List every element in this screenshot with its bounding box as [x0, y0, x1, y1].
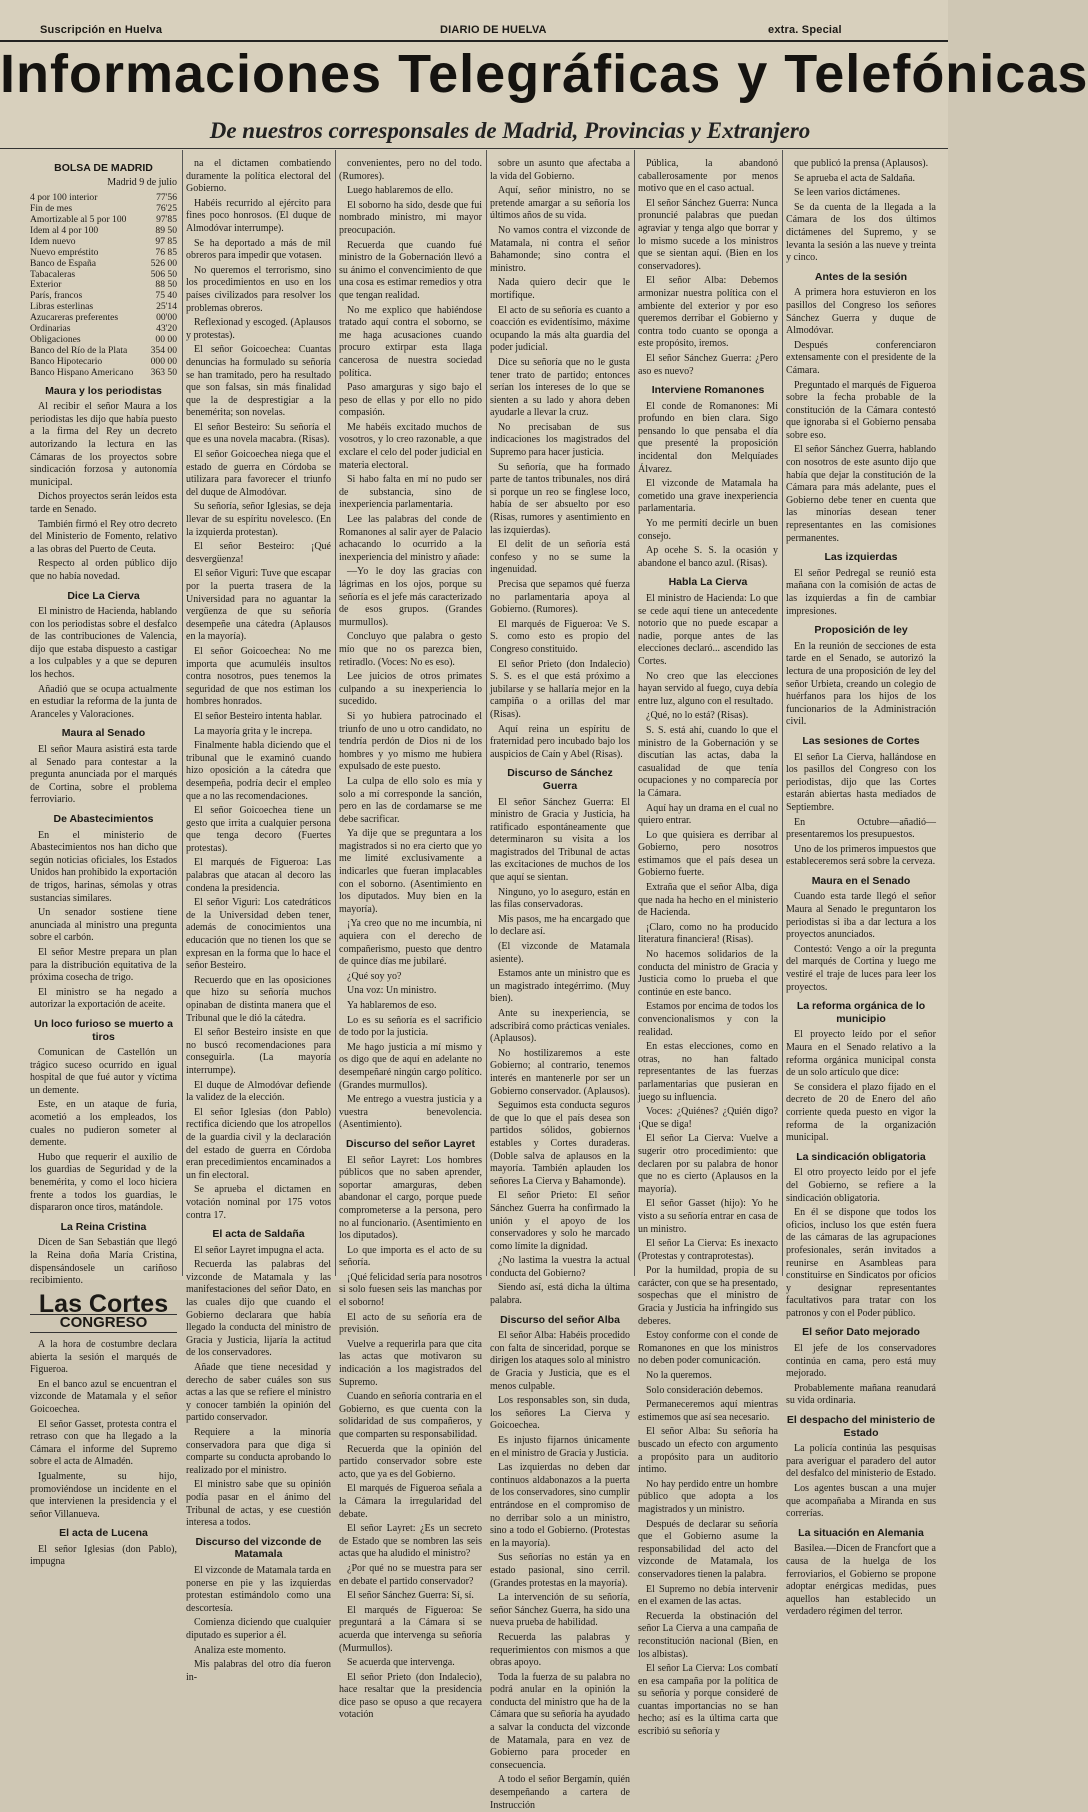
article-paragraph: El señor Layret impugna el acta. — [194, 1244, 324, 1256]
article-paragraph: Se ha deportado a más de mil obreros para impedir que votasen. — [186, 237, 331, 262]
stock-value: 506 50 — [150, 268, 177, 280]
article-paragraph: El señor Besteiro intenta hablar. — [194, 710, 323, 722]
article-heading: Maura al Senado — [61, 727, 146, 740]
article-paragraph: Se considera el plazo fijado en el decreto de 20 de Enero del año corriente queda puesto en vigor la reforma de la organización municipal. — [786, 1081, 936, 1144]
article-paragraph: El señor Prieto (don Indalecio), hace resaltar que la presidencia dice paso se opuso a que recayera votación — [339, 1671, 482, 1721]
article-paragraph: Contestó: Vengo a oír la pregunta del marqués de Cortina y luego me vestiré el traje de luces para leer los proyectos. — [786, 943, 936, 993]
article-paragraph: Lo es su señoría es el sacrificio de todo por la justicia. — [339, 1014, 482, 1039]
stock-value: 25'14 — [156, 301, 177, 313]
article-paragraph: El señor Gasset (hijo): Yo he visto a su señoría entrar en casa de un ministro. — [638, 1198, 778, 1235]
article-paragraph: ¿Por qué no se muestra para ser en debate el partido conservador? — [339, 1562, 482, 1587]
article-paragraph: No hay perdido entre un hombre público que adopta a los magistrados y un ministro. — [638, 1478, 778, 1515]
divider — [0, 148, 948, 149]
stock-name: Fin de mes — [30, 203, 73, 215]
article-paragraph: El señor Sánchez Guerra: Nunca pronuncié palabras que puedan agraviar y tenga algo que borrar y lo mismo sucede a los ministros que se sientan aquí. (Bien en los conservadores). — [638, 197, 778, 272]
article-paragraph: Habéis recurrido al ejército para fines poco honrosos. (El duque de Almodóvar interrumpe). — [186, 197, 331, 234]
column-divider — [486, 150, 487, 1276]
article-paragraph: El señor Viguri: Tuve que escapar por la puerta trasera de la Universidad para no aguantar la vergüenza de que su señoría desempeñe una cátedra (Aplausos en la mayoría). — [186, 568, 331, 643]
article-paragraph: Las izquierdas no deben dar continuos aldabonazos a la puerta de los conservadores, sino cumplir entrándose en el compromiso de no derribar solo a un ministro, sino a todo el Gobierno. (Protestas en la mayoría). — [490, 1462, 630, 1549]
stock-value: 77'56 — [156, 192, 177, 204]
congreso-article — [30, 1339, 177, 1521]
article-heading: El acta de Saldaña — [212, 1228, 305, 1241]
article-paragraph: Lo que importa es el acto de su señoría. — [339, 1244, 482, 1269]
article-paragraph: Pública, la abandonó caballerosamente por menos motivo que en el caso actual. — [638, 158, 778, 195]
article-paragraph: Al recibir el señor Maura a los periodistas les dijo que había puesto a la firma del Rey un decreto autorizando la lectura en las Cámaras de los proyectos sobre sindicación forzosa y autonomía municipal. — [30, 401, 177, 488]
article-paragraph: Paso amarguras y sigo bajo el peso de ellas y por ello no pido compasión. — [339, 382, 482, 419]
article-paragraph: Ninguno, yo lo aseguro, están en las filas conservadoras. — [490, 886, 630, 911]
article-paragraph: Comienza diciendo que cualquier diputado es superior a él. — [186, 1617, 331, 1641]
article-paragraph: El ministro de Hacienda, hablando con los periodistas sobre el desfalco de las contribuciones de Valencia, dijo que estaba dispuesto a castigar a los culpables y a que se depuren los hechos. — [30, 606, 177, 681]
column-4 — [490, 158, 630, 1811]
header-left-text: Suscripción en Huelva — [40, 24, 163, 36]
article-paragraph: Añade que tiene necesidad y derecho de saber cuáles son sus actas a las que se refiere el ministro y conocer también la opinión del partido conservador. — [186, 1362, 331, 1424]
article-heading: Maura y los periodistas — [45, 384, 162, 397]
article-paragraph: El señor Besteiro: ¡Qué desvergüenza! — [186, 541, 331, 565]
article-paragraph: Me habéis excitado muchos de vosotros, y lo creo razonable, a que exclare el celo del poder judicial en materia electoral. — [339, 421, 482, 471]
stock-name: Libras esterlinas — [30, 301, 94, 313]
stock-value: 00 00 — [155, 333, 177, 345]
article-paragraph: El señor Sánchez Guerra: Sí, sí. — [347, 1590, 474, 1602]
article-paragraph: El proyecto leído por el señor Maura en el Senado relativo a la reforma orgánica municipal consta de un solo artículo que dice: — [786, 1029, 936, 1079]
article-heading: La Reina Cristina — [60, 1220, 147, 1233]
stock-value: 89 50 — [155, 224, 177, 236]
article-paragraph: Me hago justicia a mí mismo y os digo que de aquí en adelante no desempeñaré ningún cargo político. (Grandes murmullos). — [339, 1041, 482, 1091]
article-paragraph: El otro proyecto leído por el jefe del Gobierno, se refiere a la sindicación obligatoria. — [786, 1167, 936, 1204]
page-banner-title: Informaciones Telegráficas y Telefónicas — [0, 44, 1088, 104]
article-paragraph: Luego hablaremos de ello. — [347, 185, 454, 197]
article-paragraph: A todo el señor Bergamín, quién desempeñando a cartera de Instrucción — [490, 1774, 630, 1811]
article-paragraph: Siendo así, está dicha la última palabra. — [490, 1282, 630, 1307]
article-paragraph: Me entrego a vuestra justicia y a vuestra benevolencia. (Asentimiento). — [339, 1094, 482, 1131]
article-paragraph: No queremos el terrorismo, sino los procedimientos en uso en los países civilizados para resolver los problemas obreros. — [186, 264, 331, 314]
stock-name: Nuevo empréstito — [30, 246, 99, 258]
article-paragraph: Su señoría, que ha formado parte de tantos tribunales, nos dirá si porque un reo se finglese loco, había de ser absuelto por eso (Risas, rumores y asentimiento en las izquierdas). — [490, 461, 630, 536]
column-5 — [638, 158, 778, 1738]
article-paragraph: Solo consideración debemos. — [646, 1384, 763, 1396]
stock-table — [30, 193, 177, 378]
article-paragraph: Basilea.—Dicen de Francfort que a causa de la huelga de los ferroviarios, el Gobierno se propone adoptar enérgicas medidas, pues aquellos han establecido un verdadero régimen del terror. — [786, 1543, 936, 1618]
article-paragraph: El señor Prieto (don Indalecio) S. S. es el que está próximo a jubilarse y se hallaría mejor en la campiña o a orillas del mar (Risas). — [490, 658, 630, 720]
article-paragraph: El señor Alba: Su señoría ha buscado un efecto con argumento a propósito para un auditorio íntimo. — [638, 1426, 778, 1476]
article-paragraph: Nada quiero decir que le mortifique. — [490, 277, 630, 301]
article-paragraph: El señor La Cierva: Es inexacto (Protestas y contraprotestas). — [638, 1238, 778, 1262]
article-paragraph: El delit de un señoría está confeso y no se sume la ingenuidad. — [490, 539, 630, 576]
article-paragraph: Cuando esta tarde llegó el señor Maura al Senado le preguntaron los periodistas si iba a dar lectura a los proyectos anunciados. — [786, 891, 936, 941]
article-paragraph: Seguimos esta conducta seguros de que lo que el país desea son partidos sólidos, gobiernos estables y Cortes duraderas. (Doble salva de aplausos en la mayoría. También aplauden los señores La Cierva y Bahamonde). — [490, 1100, 630, 1187]
article-paragraph: El acto de su señoría es cuanto a coacción es evidentísimo, máxime ocupando la más alta guardia del poder judicial. — [490, 304, 630, 354]
article-paragraph: No hacemos solidarios de la conducta del ministro de Gracia y Justicia como lo prueba el que continúe en este banco. — [638, 949, 778, 998]
article-paragraph: El señor Sánchez Guerra, hablando con nosotros de este asunto dijo que había que dejar la constitución de la Cámara para más adelante, pues el Gobierno debe tener en cuenta que las minorías desean tener representantes en las comisiones permanentes. — [786, 444, 936, 544]
article-paragraph: El marqués de Figueroa: Se preguntará a la Cámara si se acuerda que intervenga su señoría (Murmullos). — [339, 1604, 482, 1654]
article-paragraph: En el banco azul se encuentran el vizconde de Matamala y el señor Goicoechea. — [30, 1378, 177, 1415]
article-paragraph: sobre un asunto que afectaba a la vida del Gobierno. — [490, 158, 630, 182]
stock-name: Banco Hispano Americano — [30, 366, 134, 378]
article-paragraph: Dicen de San Sebastián que llegó la Reina doña María Cristina, dispensándosele un cariñoso recibimiento. — [30, 1237, 177, 1287]
article-paragraph: Después de declarar su señoría que el Gobierno asume la responsabilidad del acto del vizconde de Matamala, los conservadores tienen la palabra. — [638, 1518, 778, 1580]
article-paragraph: ¿No lastima la vuestra la actual conducta del Gobierno? — [490, 1255, 630, 1279]
article-paragraph: Estoy conforme con el conde de Romanones en que los ministros no deben poder comunicación. — [638, 1330, 778, 1367]
article-paragraph: Se da cuenta de la llegada a la Cámara de los dos últimos dictámenes del Supremo, y se levanta la sesión a las nueve y treinta y cinco. — [786, 201, 936, 264]
article-heading: De Abastecimientos — [53, 813, 154, 825]
article-paragraph: Lee juicios de otros primates culpando a su inexperiencia lo sucedido. — [339, 671, 482, 708]
article-heading: Las sesiones de Cortes — [802, 734, 920, 747]
article-paragraph: El señor Sánchez Guerra: ¿Pero aso es nuevo? — [638, 352, 778, 377]
article-paragraph: El señor La Cierva, hallándose en los pasillos del Congreso con los periodistas, dijo que las Cortes estarán abiertas hasta mediados de Septiembre. — [786, 751, 936, 813]
article-paragraph: Mis pasos, me ha encargado que lo declare así. — [490, 913, 630, 938]
article-heading: Discurso del señor Alba — [500, 1313, 620, 1326]
article-paragraph: —Yo le doy las gracias con lágrimas en los ojos, porque su señoría es el jefe más caracterizado de esos grupos. (Grandes murmullos). — [339, 566, 482, 628]
article-paragraph: Sus señorías no están ya en estado pasional, sino cerril. (Grandes protestas en la mayoría). — [490, 1552, 630, 1589]
article-paragraph: El señor Sánchez Guerra: El ministro de Gracia y Justicia, ha ratificado espontáneamente que determinaron su visita a los magistrados del Tribunal de actas las excitaciones de muchos de los que aquí se sientan. — [490, 796, 630, 884]
stock-name: 4 por 100 interior — [30, 192, 98, 204]
article-paragraph: No la queremos. — [646, 1370, 712, 1382]
article-paragraph: Preguntado el marqués de Figueroa sobre la fecha probable de la constitución de la Cámara contestó que ignoraba si el Gobierno pensaba sobre eso. — [786, 379, 936, 441]
article-paragraph: Yo me permití decirle un buen consejo. — [638, 518, 778, 542]
column-1 — [30, 158, 177, 1568]
article-paragraph: Reflexionad y escoged. (Aplausos y protestas). — [186, 317, 331, 341]
article-paragraph: Requiere a la minoría conservadora para que diga si comparte su conducta aprobando lo realizado por el ministro. — [186, 1427, 331, 1476]
article-paragraph: El señor La Cierva: Vuelve a sugerir otro procedimiento: que declaren por su palabra de honor que no es cierto (Aplausos en la mayoría). — [638, 1133, 778, 1195]
header-right-text: extra. Special — [768, 24, 842, 36]
stock-value: 76 85 — [155, 246, 177, 258]
article-paragraph: Su señoría, señor Iglesias, se deja llevar de su espíritu novelesco. (En la izquierda protestan). — [186, 501, 331, 538]
column-2 — [186, 158, 331, 1683]
article-paragraph: El ministro se ha negado a autorizar la exportación de aceite. — [30, 986, 177, 1011]
article-paragraph: Dichos proyectos serán leídos esta tarde en Senado. — [30, 491, 177, 515]
column-3 — [339, 158, 482, 1721]
article-paragraph: El señor Besteiro: Su señoría el que es una novela macabra. (Risas). — [186, 421, 331, 446]
article-heading: La situación en Alemania — [798, 1526, 924, 1539]
article-paragraph: En él se dispone que todos los oficios, incluso los que estén fuera de las cámaras de las agrupaciones profesionales, serán invitados a reunirse en Asambleas para constituirse en Sindicatos por oficios y designar representantes facultativos para tratar con los patronos y con el Poder público. — [786, 1207, 936, 1319]
article-paragraph: Recuerda que la opinión del partido conservador sobre este acto, que ya es del Gobierno. — [339, 1443, 482, 1480]
article-paragraph: Concluyo que palabra o gesto mío que no os parezca bien, retiradlo. (Voces: No es eso). — [339, 631, 482, 668]
article-paragraph: El señor Prieto: El señor Sánchez Guerra ha confirmado la unión y el apoyo de los conservadores y solo he marcado como límite la dignidad. — [490, 1190, 630, 1252]
stock-exchange-date: Madrid 9 de julio — [107, 176, 177, 188]
article-paragraph: Se leen varios dictámenes. — [794, 187, 901, 199]
article-paragraph: ¡Claro, como no ha producido literatura financiera! (Risas). — [638, 921, 778, 946]
stock-exchange-title: BOLSA DE MADRID — [54, 162, 153, 174]
stock-name: Obligaciones — [30, 333, 81, 345]
article-paragraph: El señor Mestre prepara un plan para la distribución equitativa de la próxima cosecha de trigo. — [30, 946, 177, 984]
stock-value: 88 50 — [155, 279, 177, 291]
stock-name: Azucareras preferentes — [30, 312, 119, 324]
stock-name: Amortizable al 5 por 100 — [30, 214, 127, 225]
article-paragraph: El jefe de los conservadores continúa en cama, pero está muy mejorado. — [786, 1343, 936, 1380]
article-paragraph: El señor Layret: ¿Es un secreto de Estado que se nombren las seis actas que ha aludido el ministro? — [339, 1523, 482, 1560]
article-paragraph: El señor La Cierva: Los combatí en esa campaña por la política de su señoría y porque consideré de cuantas importancias no se han hecho; así es la última carta que escribió su señoría y — [638, 1663, 778, 1738]
article-paragraph: En la reunión de secciones de esta tarde en el Senado, se autorizó la lectura de una proposición de ley del señor Urbieta, creando un colegio de huérfanos para los hijos de los funcionarios de la Administración civil. — [786, 640, 936, 728]
article-heading: Interviene Romanones — [651, 384, 765, 397]
article-paragraph: Igualmente, su hijo, promoviéndose un incidente en el que intervienen la presidencia y el señor Villanueva. — [30, 1470, 177, 1520]
stock-value: 363 50 — [150, 366, 177, 378]
article-paragraph: Los agentes buscan a una mujer que acompañaba a Miranda en sus correrías. — [786, 1483, 936, 1520]
stock-name: Banco del Río de la Plata — [30, 344, 128, 356]
article-paragraph: Estamos ante un ministro que es un magistrado íntegérrimo. (Muy bien). — [490, 968, 630, 1005]
article-paragraph: Este, en un ataque de furia, acometió a los empleados, los cuales no pudieron someter al demente. — [30, 1099, 177, 1149]
article-heading: Discurso del vizconde de Matamala — [195, 1535, 322, 1561]
article-paragraph: Recuerdo que en las oposiciones que hizo su señoría muchos opinaban de distinta manera que el Tribunal que le dió la cátedra. — [186, 974, 331, 1024]
article-paragraph: Si yo hubiera patrocinado el triunfo de uno u otro candidato, no tendría perdón de Dios ni de los hombres y yo mismo me hubiera expulsado de este puesto. — [339, 710, 482, 773]
column-divider — [335, 150, 336, 1276]
article-paragraph: ¿Qué soy yo? — [347, 970, 402, 982]
article-paragraph: El acto de su señoría era de previsión. — [339, 1311, 482, 1336]
article-paragraph: El señor Alba: Debemos armonizar nuestra política con el ambiente del exterior y por eso queremos derribar el Gobierno y contra todo cuanto se oponga a este propósito, iremos. — [638, 275, 778, 350]
article-heading: Proposición de ley — [814, 624, 908, 637]
stock-name: Ordinarias — [30, 323, 71, 335]
article-paragraph: ¡Ya creo que no me incumbía, ni aquiera con el derecho de compañerismo, puesto que dentro de quince días me jubilaré. — [339, 918, 482, 968]
article-paragraph: La culpa de ello solo es mía y solo a mí corresponde la sanción, pero en las de cordamarse se me debe sacrificar. — [339, 775, 482, 825]
stock-name: Banco de España — [30, 257, 97, 269]
column-divider — [634, 150, 635, 1276]
article-heading: Discurso de Sánchez Guerra — [507, 767, 613, 792]
article-paragraph: Ante su inexperiencia, se adscribirá como prácticas veniales. (Aplausos). — [490, 1008, 630, 1045]
article-paragraph: En estas elecciones, como en otras, no han faltado representantes de las fuerzas parlamentarias que pusieran en juego su influencia. — [638, 1041, 778, 1103]
article-paragraph: No precisaban de sus indicaciones los magistrados del Supremo para hacer justicia. — [490, 421, 630, 459]
stock-value: 75 40 — [155, 290, 177, 302]
article-paragraph: El marqués de Figueroa: Ve S. S. como esto es propio del Congreso constituido. — [490, 618, 630, 655]
article-paragraph: Recuerda las palabras del vizconde de Matamala y las manifestaciones del señor Dato, en las cuales dijo que cuando el Gobierno declarara que había llegado la conducta del ministro de Gracia y Justicia, lijaría la actitud de los conservadores. — [186, 1259, 331, 1359]
article-paragraph: Recuerda las palabras y requerimientos con mismos a que obras apoyo. — [490, 1631, 630, 1669]
article-paragraph: En Octubre—añadió—presentaremos los presupuestos. — [786, 816, 936, 841]
article-paragraph: Comunican de Castellón un trágico suceso ocurrido en igual hospital de que fué autor y víctima un demente. — [30, 1047, 177, 1096]
article-paragraph: Permaneceremos aquí mientras estimemos que así sea necesario. — [638, 1399, 778, 1423]
article-paragraph: Recuerda la obstinación del señor La Cierva a una campaña de reconstitución nacional (Bien, en los albistas). — [638, 1610, 778, 1660]
stock-name: Tabacaleras — [30, 268, 76, 280]
article-paragraph: El señor Layret: Los hombres públicos que no saben aprender, soportar amarguras, deben abandonar el cargo, porque puede comprometerse a la persona, pero no al funcionario. (Asentimiento en los diputados). — [339, 1154, 482, 1242]
article-paragraph: No hostilizaremos a este Gobierno; al contrario, tenemos interés en mantenerle por ser un Gobierno conservador. (Aplausos). — [490, 1047, 630, 1097]
article-heading: El acta de Lucena — [59, 1527, 148, 1540]
article-paragraph: Analiza este momento. — [194, 1644, 286, 1656]
article-heading: Un loco furioso se muerto a tiros — [34, 1017, 173, 1043]
stock-value: 526 00 — [150, 257, 177, 269]
article-paragraph: El ministro de Hacienda: Lo que se cede aquí tiene un antecedente notorio que no puede escapar a nadie, porque antes de las elecciones declaró... ascendido las Cortes. — [638, 593, 778, 667]
article-paragraph: Finalmente habla diciendo que el tribunal que le examinó cuando hizo oposición a la cátedra que desempeña, podría decir el empleo que a no las recomendaciones. — [186, 740, 331, 802]
article-paragraph: Añadió que se ocupa actualmente en estudiar la reforma de la junta de Aranceles y Valoraciones. — [30, 683, 177, 720]
article-paragraph: Uno de los primeros impuestos que estableceremos será sobre la cerveza. — [786, 843, 936, 868]
article-paragraph: Estamos por encima de todos los convencionalismos y con la realidad. — [638, 1001, 778, 1038]
page-subheading: De nuestros corresponsales de Madrid, Provincias y Extranjero — [209, 118, 811, 143]
article-paragraph: El señor Besteiro insiste en que no buscó recomendaciones para conseguirla. (La mayoría interrumpe). — [186, 1027, 331, 1076]
article-paragraph: Un senador sostiene tiene anunciada al ministro una pregunta sobre el carbón. — [30, 907, 177, 944]
article-paragraph: S. S. está ahí, cuando lo que el ministro de la Gobernación y se discutían las actas, daba la casualidad de que tenía ocupaciones y no comparecía por la Cámara. — [638, 724, 778, 799]
article-heading: La reforma orgánica de lo municipio — [796, 1000, 926, 1025]
article-paragraph: El Supremo no debía intervenir en el examen de las actas. — [638, 1583, 778, 1608]
article-paragraph: El marqués de Figueroa señala a la Cámara la irregularidad del debate. — [339, 1483, 482, 1520]
article-paragraph: Aquí reina un espíritu de fraternidad pero incubado bajo los auspicios de Caín y Abel (Risas). — [490, 723, 630, 760]
article-paragraph: No creo que las elecciones hayan servido al fuego, cuya debía entre luz, alguno con el resultado. — [638, 670, 778, 707]
section-title-cortes: Las Cortes — [38, 1289, 169, 1318]
stock-value: 00'00 — [156, 312, 177, 324]
article-paragraph: Extraña que el señor Alba, diga que nada ha hecho en el ministerio de Hacienda. — [638, 882, 778, 919]
article-paragraph: El señor Iglesias (don Pablo) rectifica diciendo que los atropellos de la guardia civil y la declaración del estado de guerra en Córdoba eran precedimientos encaminados a un fin electoral. — [186, 1106, 331, 1181]
stock-row — [30, 259, 177, 270]
article-paragraph: El señor Alba: Habéis procedido con falta de sinceridad, porque se dirigen los ataques solo al ministro de Gracia y Justicia, que es el menos culpable. — [490, 1330, 630, 1392]
stock-value: 97 85 — [155, 235, 177, 247]
article-paragraph: El ministro sabe que su opinión podía pasar en el ánimo del Tribunal de actas, y ese cuestión interesa a todos. — [186, 1479, 331, 1529]
column-6 — [786, 158, 936, 1618]
article-paragraph: El duque de Almodóvar defiende la validez de la elección. — [186, 1079, 331, 1104]
article-paragraph: También firmó el Rey otro decreto del Ministerio de Fomento, relativo a las obras del Puerto de Ceuta. — [30, 518, 177, 555]
article-paragraph: Lo que quisiera es derribar al Gobierno, pero nosotros estimamos que el país desea un Gobierno fuerte. — [638, 829, 778, 879]
stock-value: 76'25 — [156, 203, 177, 215]
article-heading: Maura en el Senado — [811, 874, 911, 887]
article-paragraph: El conde de Romanones: Mi profundo en bien clara. Sigo pensando lo que pensaba el día que presenté la proposición incidental don Melquíades Álvarez. — [638, 400, 778, 475]
article-paragraph: El señor Maura asistirá esta tarde al Senado para contestar a la pregunta anunciada por el marqués de Cortina, sobre el problema ferroviario. — [30, 744, 177, 806]
article-paragraph: Precisa que sepamos qué fuerza no parlamentaria apoya al Gobierno. (Rumores). — [490, 579, 630, 616]
article-paragraph: La mayoría grita y le increpa. — [194, 725, 313, 737]
article-paragraph: El marqués de Figueroa: Las palabras que atacan al decoro las condena la presidencia. — [186, 857, 331, 894]
article-paragraph: Se acuerda que intervenga. — [347, 1657, 455, 1669]
article-paragraph: na el dictamen combatiendo duramente la política electoral del Gobierno. — [186, 158, 331, 195]
article-paragraph: que publicó la prensa (Aplausos). — [794, 158, 929, 169]
article-paragraph: Por la humildad, propia de su carácter, con que se ha presentado, sospechas que el ministro de Gracia y Justicia ha infringido sus deberes. — [638, 1265, 778, 1327]
article-paragraph: El señor Pedregal se reunió esta mañana con la comisión de actas de las izquierdas a fin de cambiar impresiones. — [786, 567, 936, 617]
article-paragraph: ¿Qué, no lo está? (Risas). — [646, 710, 749, 722]
article-paragraph: Dice su señoría que no le gusta tener trato de partido; entonces serían los intereses de lo que se sienten a su lado y ahora deben ayudarle a llevar la cruz. — [490, 356, 630, 419]
stock-name: Idem al 4 por 100 — [30, 224, 99, 236]
article-paragraph: Lee las palabras del conde de Romanones al salir ayer de Palacio achacando lo ocurrido a la inexperiencia del ministro y añade: — [339, 514, 482, 563]
article-paragraph: Los responsables son, sin duda, los señores La Cierva y Goicoechea. — [490, 1395, 630, 1432]
article-paragraph: Es injusto fijarnos únicamente en el ministro de Gracia y Justicia. — [490, 1435, 630, 1459]
stock-name: Exterior — [30, 279, 62, 291]
article-heading: Las izquierdas — [824, 551, 898, 564]
stock-row — [30, 368, 177, 379]
article-paragraph: Aquí hay un drama en el cual no quiero entrar. — [638, 802, 778, 827]
stock-value: 43'20 — [156, 323, 177, 335]
article-paragraph: Se aprueba el dictamen en votación nominal por 175 votos contra 17. — [186, 1184, 331, 1221]
article-paragraph: El señor Goicoechea tiene un gesto que irrita a cualquier persona que tenga decoro (Fuertes protestas). — [186, 805, 331, 854]
article-paragraph: El señor Gasset, protesta contra el retraso con que ha llegado a la Cámara el informe del Supremo sobre el acta de Almadén. — [30, 1418, 177, 1468]
masthead-strip — [0, 0, 948, 42]
column-1-articles — [30, 385, 177, 1288]
section-title-congreso: CONGRESO — [30, 1314, 177, 1333]
stock-name: Idem nuevo — [30, 235, 76, 247]
article-paragraph: No vamos contra el vizconde de Matamala, ni contra el señor Bahamonde; sino contra el ministro. — [490, 224, 630, 274]
article-paragraph: El señor Viguri: Los catedráticos de la Universidad deben tener, además de conocimientos una educación que no tienen los que se expresan en la forma que lo hace el señor Besteiro. — [186, 897, 331, 972]
article-paragraph: Toda la fuerza de su palabra no podrá anular en la opinión la conducta del ministro que ha de la Cámara que su señoría ha ayudado a salvar la conducta del vizconde de Matamala, para en vez de Gobierno para proceder en consecuencia. — [490, 1671, 630, 1771]
article-paragraph: convenientes, pero no del todo. (Rumores). — [339, 158, 482, 182]
article-paragraph: Cuando en señoría contraria en el Gobierno, es que cuenta con la solidaridad de sus compañeros, y que comparten su responsabilidad. — [339, 1391, 482, 1440]
article-paragraph: Si habo falta en mí no pudo ser de substancia, sino de inexperiencia parlamentaria. — [339, 474, 482, 511]
article-heading: Discurso del señor Layret — [346, 1137, 475, 1150]
article-heading: El despacho del ministerio de Estado — [786, 1414, 936, 1439]
article-paragraph: Recuerda que cuando fué ministro de la Gobernación llevó a su ánimo el convencimiento de que una cosa es estimar remedios y otra que tengan realidad. — [339, 239, 482, 301]
article-paragraph: Respecto al orden público dijo que no había novedad. — [30, 558, 177, 582]
stock-name: Banco Hipotecario — [30, 355, 103, 367]
article-heading: Habla La Cierva — [668, 576, 748, 589]
column-divider — [182, 150, 183, 1276]
article-heading: La sindicación obligatoria — [796, 1150, 926, 1163]
stock-row — [30, 248, 177, 259]
article-paragraph: (El vizconde de Matamala asiente). — [490, 941, 630, 965]
article-paragraph: Se aprueba el acta de Saldaña. — [794, 172, 916, 184]
lucena-article — [30, 1544, 177, 1569]
article-paragraph: La policía continúa las pesquisas para averiguar el paradero del autor del desfalco del ministerio de Estado. — [786, 1443, 936, 1480]
article-paragraph: ¡Qué felicidad sería para nosotros si solo fuesen seis las manchas por el soborno! — [339, 1271, 482, 1309]
article-paragraph: A la hora de costumbre declara abierta la sesión el marqués de Figueroa. — [30, 1338, 177, 1376]
article-paragraph: La intervención de su señoría, señor Sánchez Guerra, ha sido una nueva prueba de habilidad. — [490, 1592, 630, 1629]
article-paragraph: En el ministerio de Abastecimientos nos han dicho que según noticias oficiales, los Estados Unidos han prohibido la exportación de trigos, harinas, sémolas y otras sustancias similares. — [30, 829, 177, 904]
article-paragraph: A primera hora estuvieron en los pasillos del Congreso los señores Sánchez Guerra y duque de Almodóvar. — [786, 287, 936, 337]
article-paragraph: Después conferenciaron extensamente con el presidente de la Cámara. — [786, 339, 936, 376]
article-paragraph: El señor Goicoechea niega que el estado de guerra en Córdoba se utilizara para favorecer el triunfo del duque de Almodóvar. — [186, 449, 331, 498]
stock-name: París, francos — [30, 290, 83, 302]
article-paragraph: No me explico que habiéndose tratado aquí contra el soborno, se me haga acusaciones cuando procuro extirpar esta llaga cancerosa de nuestra sociedad política. — [339, 304, 482, 379]
article-paragraph: El vizconde de Matamala ha cometido una grave inexperiencia parlamentaria. — [638, 478, 778, 515]
article-paragraph: El soborno ha sido, desde que fui nombrado ministro, mi mayor preocupación. — [339, 199, 482, 236]
article-paragraph: Ya hablaremos de eso. — [347, 1000, 437, 1011]
article-paragraph: El señor Goicoechea: No me importa que acumuléis insultos contra nosotros, pues tenemos la seguridad de que nos estiman los hombres honrados. — [186, 645, 331, 708]
article-paragraph: El señor Iglesias (don Pablo), impugna — [30, 1543, 177, 1568]
stock-value: 97'85 — [156, 214, 177, 225]
article-paragraph: Mis palabras del otro día fueron in- — [186, 1659, 331, 1683]
column-divider — [782, 150, 783, 1276]
article-paragraph: El señor Goicoechea: Cuantas denuncias ha formulado su señoría se han tramitado, pero ha resultado que son falsas, sin más finalidad que la de desprestigiar a la benemérita; son novelas. — [186, 344, 331, 419]
article-paragraph: Vuelve a requerirla para que cita las actas que motivaron su indicación a los magistrados del Supremo. — [339, 1338, 482, 1388]
article-paragraph: Probablemente mañana reanudará su vida ordinaria. — [786, 1382, 936, 1407]
article-paragraph: Voces: ¿Quiénes? ¿Quién digo? ¡Que se diga! — [638, 1106, 778, 1130]
stock-value: 354 00 — [150, 344, 177, 356]
header-newspaper-name: DIARIO DE HUELVA — [440, 24, 547, 36]
article-paragraph: Aquí, señor ministro, no se pretende amargar a su señoría los últimos años de su vida. — [490, 185, 630, 222]
article-heading: El señor Dato mejorado — [802, 1326, 920, 1339]
stock-value: 000 00 — [150, 355, 177, 367]
article-paragraph: El vizconde de Matamala tarda en ponerse en pie y las izquierdas protestan estimándolo como una descortesía. — [186, 1564, 331, 1614]
article-paragraph: Ya dije que se preguntara a los magistrados si no era cierto que yo me limité exclusivamente a indicarles que fueran implacables con el soborno. (Asentimiento en los diputados. Muy bien en la mayoría). — [339, 828, 482, 915]
article-paragraph: Hubo que requerir el auxilio de los guardias de Seguridad y de la benemérita, y como el loco hiciera frente a todos los guardias, le dispararon once tiros, matándole. — [30, 1151, 177, 1214]
article-paragraph: Una voz: Un ministro. — [347, 985, 437, 997]
article-paragraph: Ap ocehe S. S. la ocasión y abandone el banco azul. (Risas). — [638, 545, 778, 569]
article-heading: Dice La Cierva — [67, 589, 140, 602]
article-heading: Antes de la sesión — [814, 270, 908, 283]
